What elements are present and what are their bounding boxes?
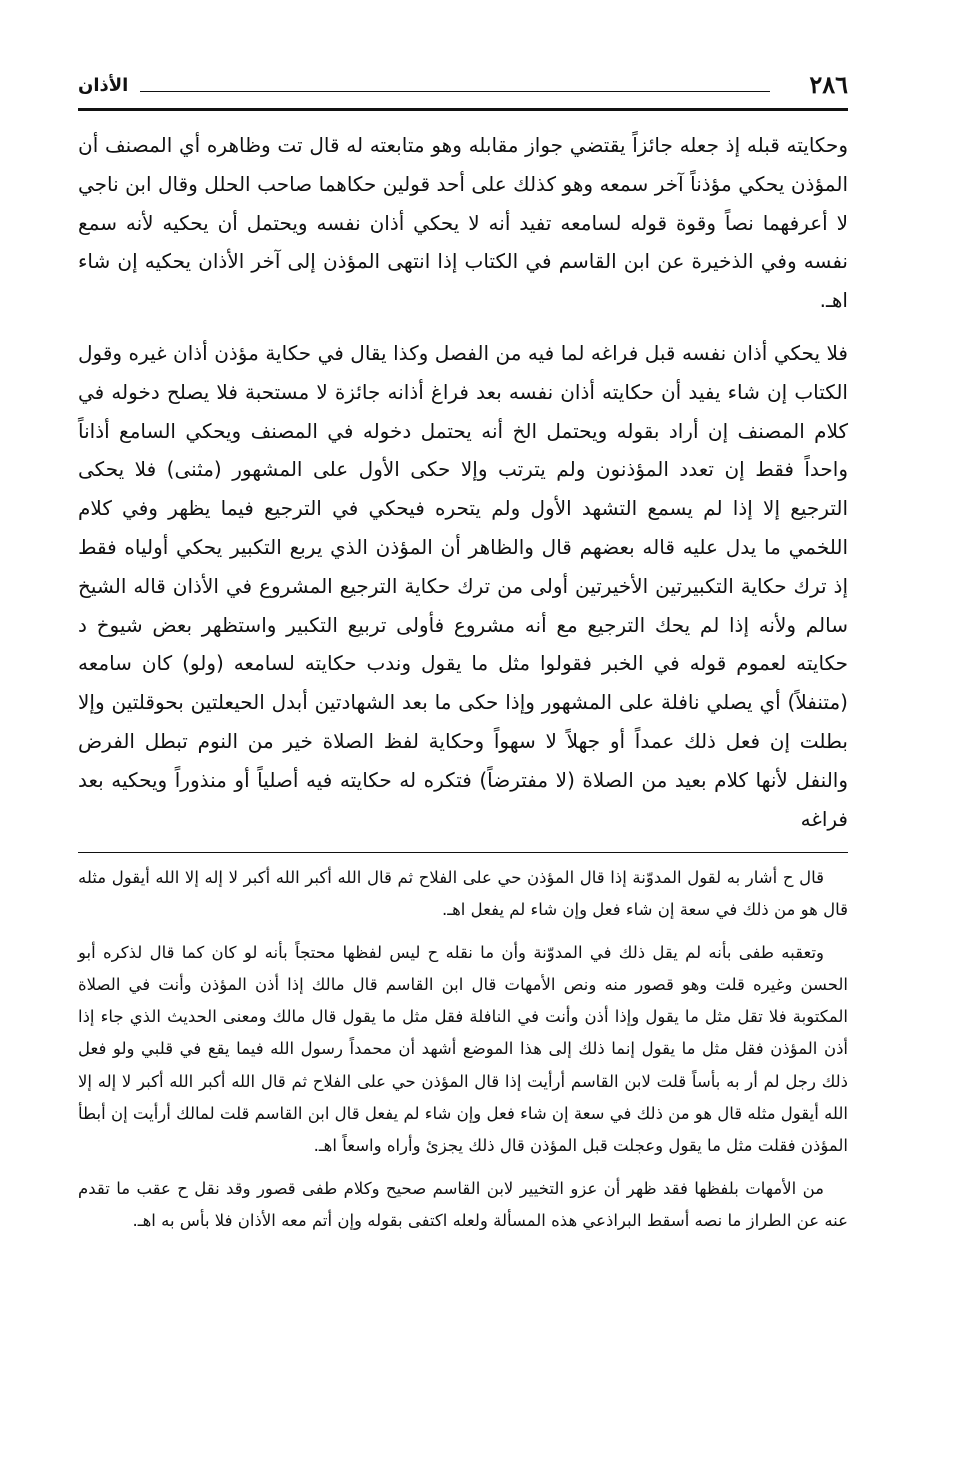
- main-text: [78, 126, 848, 852]
- footnotes: [78, 862, 848, 1247]
- footnote-paragraph-2: وتعقبه طفى بأنه لم يقل ذلك في المدوّنة وأن ما نقله ح ليس لفظها محتجاً بأنه لو كان كما قال لذكره أبو الحسن وغيره قلت وهو قصور منه ونص الأمهات قال ابن القاسم قال مالك إذا أذن المؤذن وأنت في الصلاة المكتوبة فلا تقل مثل ما يقول وإذا أذن وأنت في النافلة فقل مثل ما يقول قال مالك ومعنى الحديث الذي جاء إذا أذن المؤذن فقل مثل ما يقول إنما ذلك إلى هذا الموضع أشهد أن محمداً رسول الله فيما يقع في قلبي ولو فعل ذلك رجل لم أر به بأساً قلت لابن القاسم أرأيت إذا قال المؤذن حي على الفلاح ثم قال الله أكبر الله أكبر لا إله إلا الله أيقول مثله قال هو من ذلك في سعة إن شاء فعل وإن شاء لم يفعل قال ابن القاسم قلت لمالك أرأيت إن أبطأ المؤذن فقلت مثل ما يقول وعجلت قبل المؤذن قال ذلك يجزئ وأراه واسعاً اهـ.: [77, 942, 848, 1156]
- running-title: الأذان: [78, 75, 129, 96]
- header-rule: [78, 108, 848, 111]
- header-line: [140, 91, 770, 92]
- page-number: ٢٨٦: [809, 70, 848, 99]
- main-paragraph-1: وحكايته قبله إذ جعله جائزاً يقتضي جواز مقابله وهو متابعته له قال تت وظاهره أي المصنف أن المؤذن يحكي مؤذناً آخر سمعه وهو كذلك على أحد قولين حكاهما صاحب الحلل وقال ابن ناجي لا أعرفهما نصاً وقوة قوله لسامعه تفيد أنه لا يحكي أذان نفسه ويحتمل أن يحكيه لأنه سمع نفسه وفي الذخيرة عن ابن القاسم في الكتاب إذا انتهى المؤذن إلى آخر الأذان يحكيه إن شاء اهـ.: [78, 133, 848, 313]
- footnote-rule: [78, 852, 848, 853]
- footnote-paragraph-3: من الأمهات بلفظها فقد ظهر أن عزو التخيير لابن القاسم صحيح وكلام طفى قصور وقد نقل ح عقب ما تقدم عنه عن الطراز ما نصه أسقط البراذعي هذه المسألة ولعله اكتفى بقوله وإن أتم معه الأذان فلا بأس به اهـ.: [78, 1178, 848, 1230]
- page-header: [78, 70, 848, 100]
- footnote-paragraph-1: قال ح أشار به لقول المدوّنة إذا قال المؤذن حي على الفلاح ثم قال الله أكبر الله أكبر لا إله إلا الله أيقول مثله قال هو من ذلك في سعة إن شاء فعل وإن شاء لم يفعل اهـ.: [78, 868, 848, 920]
- main-paragraph-2: فلا يحكي أذان نفسه قبل فراغه لما فيه من الفصل وكذا يقال في حكاية مؤذن أذان غيره وقول الكتاب إن شاء يفيد أن حكايته أذان نفسه بعد فراغ أذانه جائزة لا مستحبة فلا يصلح دخوله في كلام المصنف إن أراد بقوله ويحتمل الخ أنه يحتمل دخوله في المصنف ويحكي السامع أذاناً واحداً فقط إن تعدد المؤذنون ولم يترتب وإلا حكى الأول على المشهور (مثنى) فلا يحكى الترجيع إلا إذا لم يسمع التشهد الأول ولم يتحره فيحكي في الترجيع فيما يظهر وفي كلام اللخمي ما يدل عليه قاله بعضهم قال والظاهر أن المؤذن الذي يربع التكبير يحكي أولياه فقط إذ ترك حكاية التكبيرتين الأخيرتين أولى من ترك حكاية الترجيع المشروع في الأذان قاله الشيخ سالم ولأنه إذا لم يحك الترجيع مع أنه مشروع فأولى تربيع التكبير واستظهر بعض شيوخ د حكايته لعموم قوله في الخبر فقولوا مثل ما يقول وندب حكايته لسامعه (ولو) كان سامعه (متنفلاً) أي يصلي نافلة على المشهور وإذا حكى ما بعد الشهادتين أبدل الحيعلتين بحوقلتين وإلا بطلت إن فعل ذلك عمداً أو جهلاً لا سهواً وحكاية لفظ الصلاة خير من النوم تبطل الفرض والنفل لأنها كلام بعيد من الصلاة (لا مفترضاً) فتكره له حكايته فيه أصلياً أو منذوراً ويحكيه بعد فراغه: [78, 340, 848, 831]
